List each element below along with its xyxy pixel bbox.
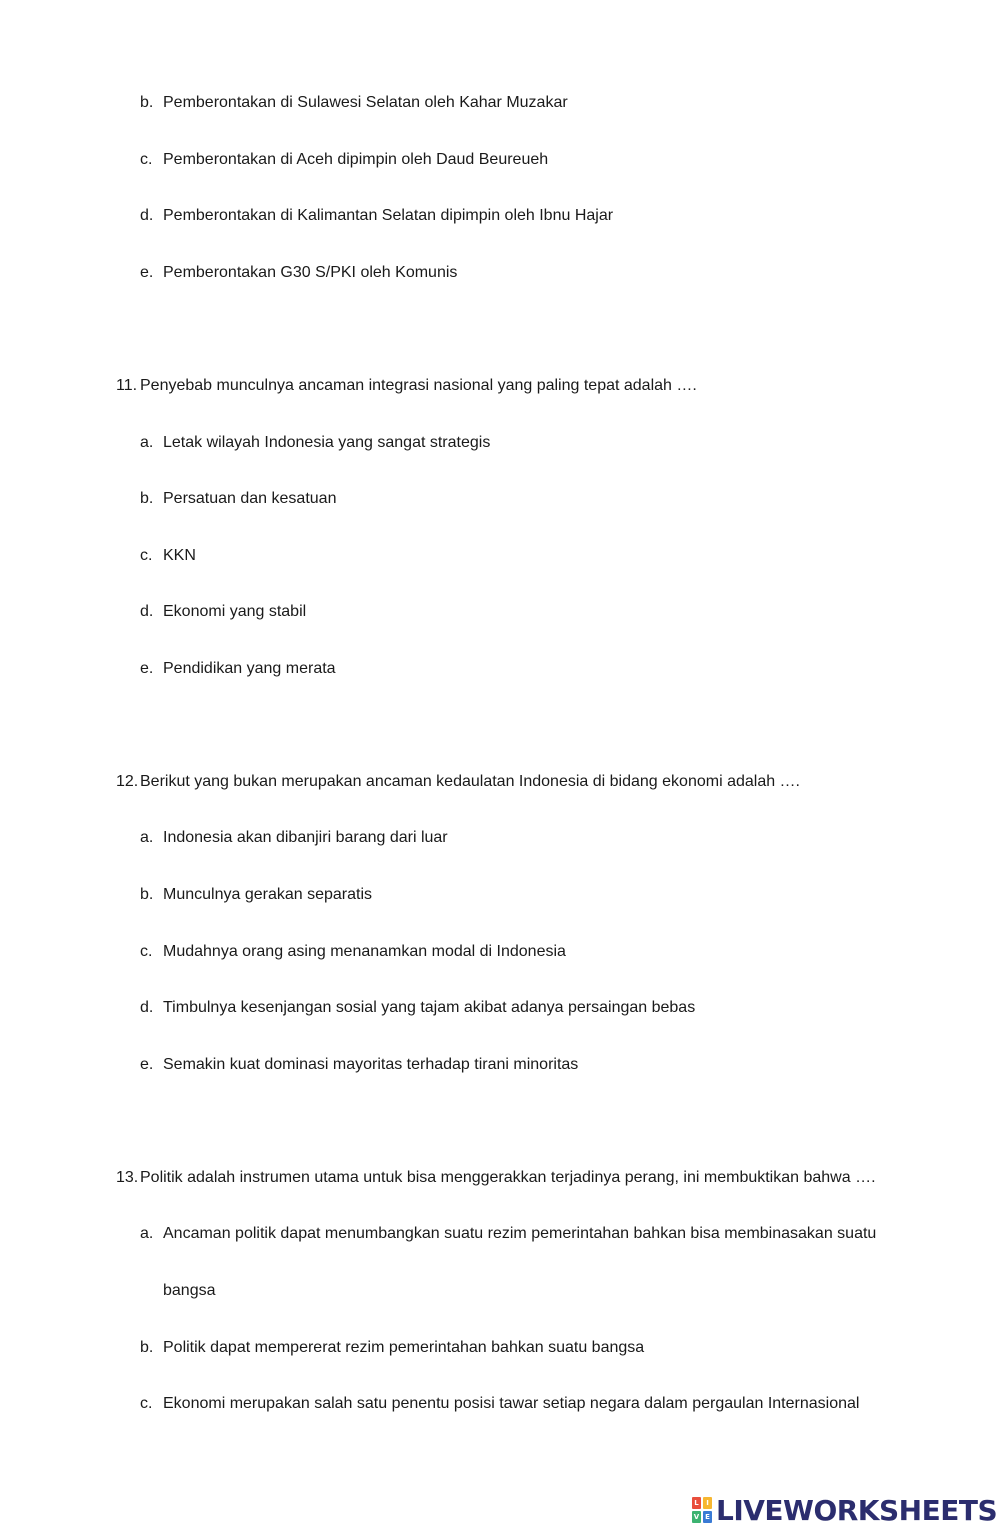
- option-letter: a.: [140, 434, 154, 451]
- option-text: KKN: [163, 547, 196, 564]
- logo-grid-icon: [692, 1497, 712, 1523]
- question-number: 12.: [116, 773, 139, 790]
- question-text: Penyebab munculnya ancaman integrasi nasional yang paling tepat adalah ….: [140, 377, 697, 394]
- option-letter: d.: [140, 999, 154, 1016]
- option-text: Pendidikan yang merata: [163, 660, 336, 677]
- logo-cell: V: [693, 1513, 700, 1521]
- question-text: Politik adalah instrumen utama untuk bisa menggerakkan terjadinya perang, ini membuktikan bahwa ….: [140, 1169, 876, 1186]
- option-text: Pemberontakan di Aceh dipimpin oleh Daud Beureueh: [163, 151, 549, 168]
- logo-cell: L: [692, 1497, 701, 1509]
- logo-text: LIVEWORKSHEETS: [716, 1493, 998, 1527]
- logo-cell: I: [703, 1497, 712, 1509]
- option-letter: c.: [140, 151, 153, 168]
- option-text: Pemberontakan di Sulawesi Selatan oleh Kahar Muzakar: [163, 94, 568, 111]
- option-letter: b.: [140, 94, 154, 111]
- logo-cell: E: [703, 1511, 712, 1523]
- option-letter: c.: [140, 1395, 153, 1412]
- option-letter: e.: [140, 660, 154, 677]
- option-letter: d.: [140, 207, 154, 224]
- option-text: Semakin kuat dominasi mayoritas terhadap tirani minoritas: [163, 1056, 579, 1073]
- question-number: 11.: [116, 377, 138, 394]
- option-text: bangsa: [163, 1282, 216, 1299]
- option-letter: a.: [140, 829, 154, 846]
- option-text: Ekonomi merupakan salah satu penentu posisi tawar setiap negara dalam pergaulan Internasional: [163, 1395, 860, 1412]
- option-text: Politik dapat mempererat rezim pemerintahan bahkan suatu bangsa: [163, 1339, 645, 1356]
- option-text: Ekonomi yang stabil: [163, 603, 307, 620]
- option-letter: b.: [140, 490, 154, 507]
- option-text: Pemberontakan di Kalimantan Selatan dipimpin oleh Ibnu Hajar: [163, 207, 614, 224]
- option-letter: e.: [140, 1056, 154, 1073]
- option-text: Timbulnya kesenjangan sosial yang tajam akibat adanya persaingan bebas: [163, 999, 696, 1016]
- option-letter: b.: [140, 1339, 154, 1356]
- question-text: Berikut yang bukan merupakan ancaman kedaulatan Indonesia di bidang ekonomi adalah ….: [140, 773, 800, 790]
- option-letter: e.: [140, 264, 154, 281]
- option-text: Munculnya gerakan separatis: [163, 886, 373, 903]
- question-number: 13.: [116, 1169, 139, 1186]
- option-letter: a.: [140, 1225, 154, 1242]
- option-text: Letak wilayah Indonesia yang sangat strategis: [163, 434, 491, 451]
- option-text: Persatuan dan kesatuan: [163, 490, 337, 507]
- liveworksheets-logo: [692, 1494, 997, 1526]
- option-text: Indonesia akan dibanjiri barang dari luar: [163, 829, 448, 846]
- option-text: Mudahnya orang asing menanamkan modal di Indonesia: [163, 943, 566, 960]
- option-text: Ancaman politik dapat menumbangkan suatu rezim pemerintahan bahkan bisa membinasakan suatu: [163, 1225, 877, 1242]
- option-letter: d.: [140, 603, 154, 620]
- option-text: Pemberontakan G30 S/PKI oleh Komunis: [163, 264, 458, 281]
- option-letter: b.: [140, 886, 154, 903]
- option-letter: c.: [140, 943, 153, 960]
- option-letter: c.: [140, 547, 153, 564]
